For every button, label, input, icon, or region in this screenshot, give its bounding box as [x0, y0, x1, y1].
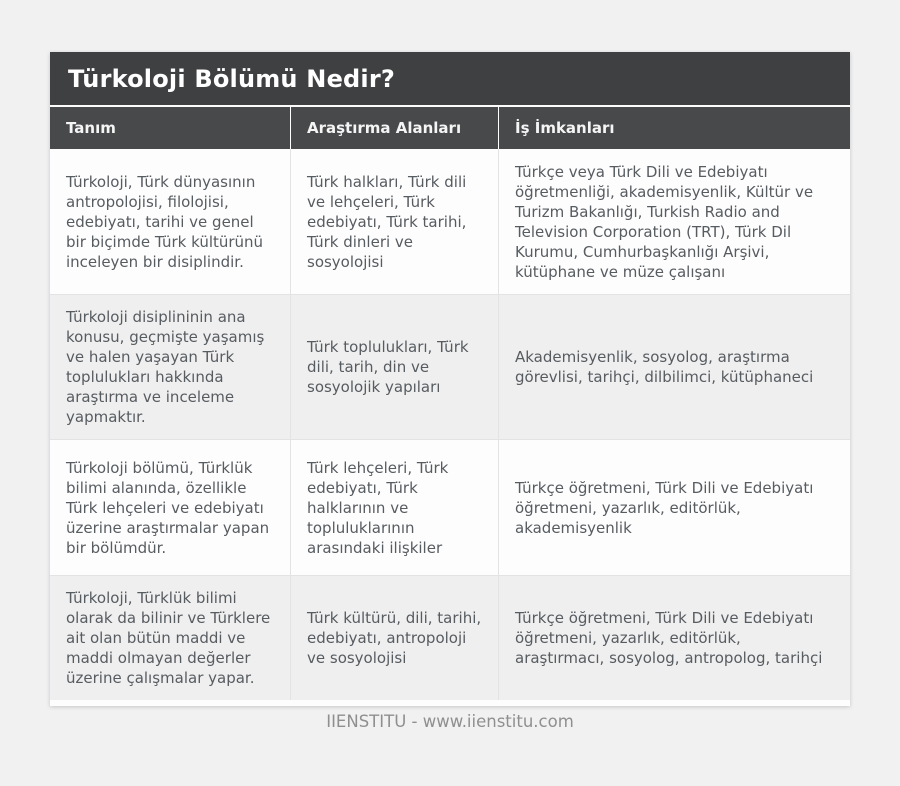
table-row: [50, 575, 850, 700]
cell-is-imkanlari: Türkçe veya Türk Dili ve Edebiyatı öğretmenliği, akademisyenlik, Kültür ve Turizm Bakanlığı, Turkish Radio and Television Corporation (TRT), Türk Dil Kurumu, Cumhurbaşkanlığı Arşivi, kütüphane ve müze çalışanı: [498, 149, 850, 294]
column-header-arastirma-alanlari: Araştırma Alanları: [290, 107, 498, 149]
table-header-row: [50, 107, 850, 149]
cell-arastirma-alanlari: Türk kültürü, dili, tarihi, edebiyatı, antropoloji ve sosyolojisi: [290, 576, 498, 700]
cell-is-imkanlari: Akademisyenlik, sosyolog, araştırma görevlisi, tarihçi, dilbilimci, kütüphaneci: [498, 295, 850, 439]
column-header-tanim: Tanım: [66, 119, 116, 137]
page-title: Türkoloji Bölümü Nedir?: [50, 52, 850, 107]
cell-arastirma-alanlari: Türk lehçeleri, Türk edebiyatı, Türk halklarının ve topluluklarının arasındaki ilişkiler: [290, 440, 498, 575]
table-row: [50, 439, 850, 575]
cell-arastirma-alanlari: Türk halkları, Türk dili ve lehçeleri, Türk edebiyatı, Türk tarihi, Türk dinleri ve sosyolojisi: [290, 149, 498, 294]
cell-tanim: Türkoloji bölümü, Türklük bilimi alanında, özellikle Türk lehçeleri ve edebiyatı üzerine araştırmalar yapan bir bölümdür.: [66, 458, 270, 557]
cell-tanim: Türkoloji disiplininin ana konusu, geçmişte yaşamış ve halen yaşayan Türk toplulukları hakkında araştırma ve inceleme yapmaktır.: [66, 308, 265, 426]
table-row: [50, 294, 850, 439]
table-row: [50, 149, 850, 294]
cell-is-imkanlari: Türkçe öğretmeni, Türk Dili ve Edebiyatı öğretmeni, yazarlık, editörlük, akademisyenlik: [498, 440, 850, 575]
info-card: [50, 52, 850, 706]
column-header-is-imkanlari: İş İmkanları: [498, 107, 850, 149]
cell-is-imkanlari: Türkçe öğretmeni, Türk Dili ve Edebiyatı öğretmeni, yazarlık, editörlük, araştırmacı, sosyolog, antropolog, tarihçi: [498, 576, 850, 700]
cell-tanim: Türkoloji, Türklük bilimi olarak da bilinir ve Türklere ait olan bütün maddi ve maddi olmayan değerler üzerine çalışmalar yapar.: [66, 589, 271, 687]
footer-attribution: IIENSTITU - www.iienstitu.com: [326, 712, 574, 731]
cell-tanim: Türkoloji, Türk dünyasının antropolojisi, filolojisi, edebiyatı, tarihi ve genel bir biçimde Türk kültürünü inceleyen bir disiplindir.: [66, 172, 264, 271]
cell-arastirma-alanlari: Türk toplulukları, Türk dili, tarih, din ve sosyolojik yapıları: [290, 295, 498, 439]
